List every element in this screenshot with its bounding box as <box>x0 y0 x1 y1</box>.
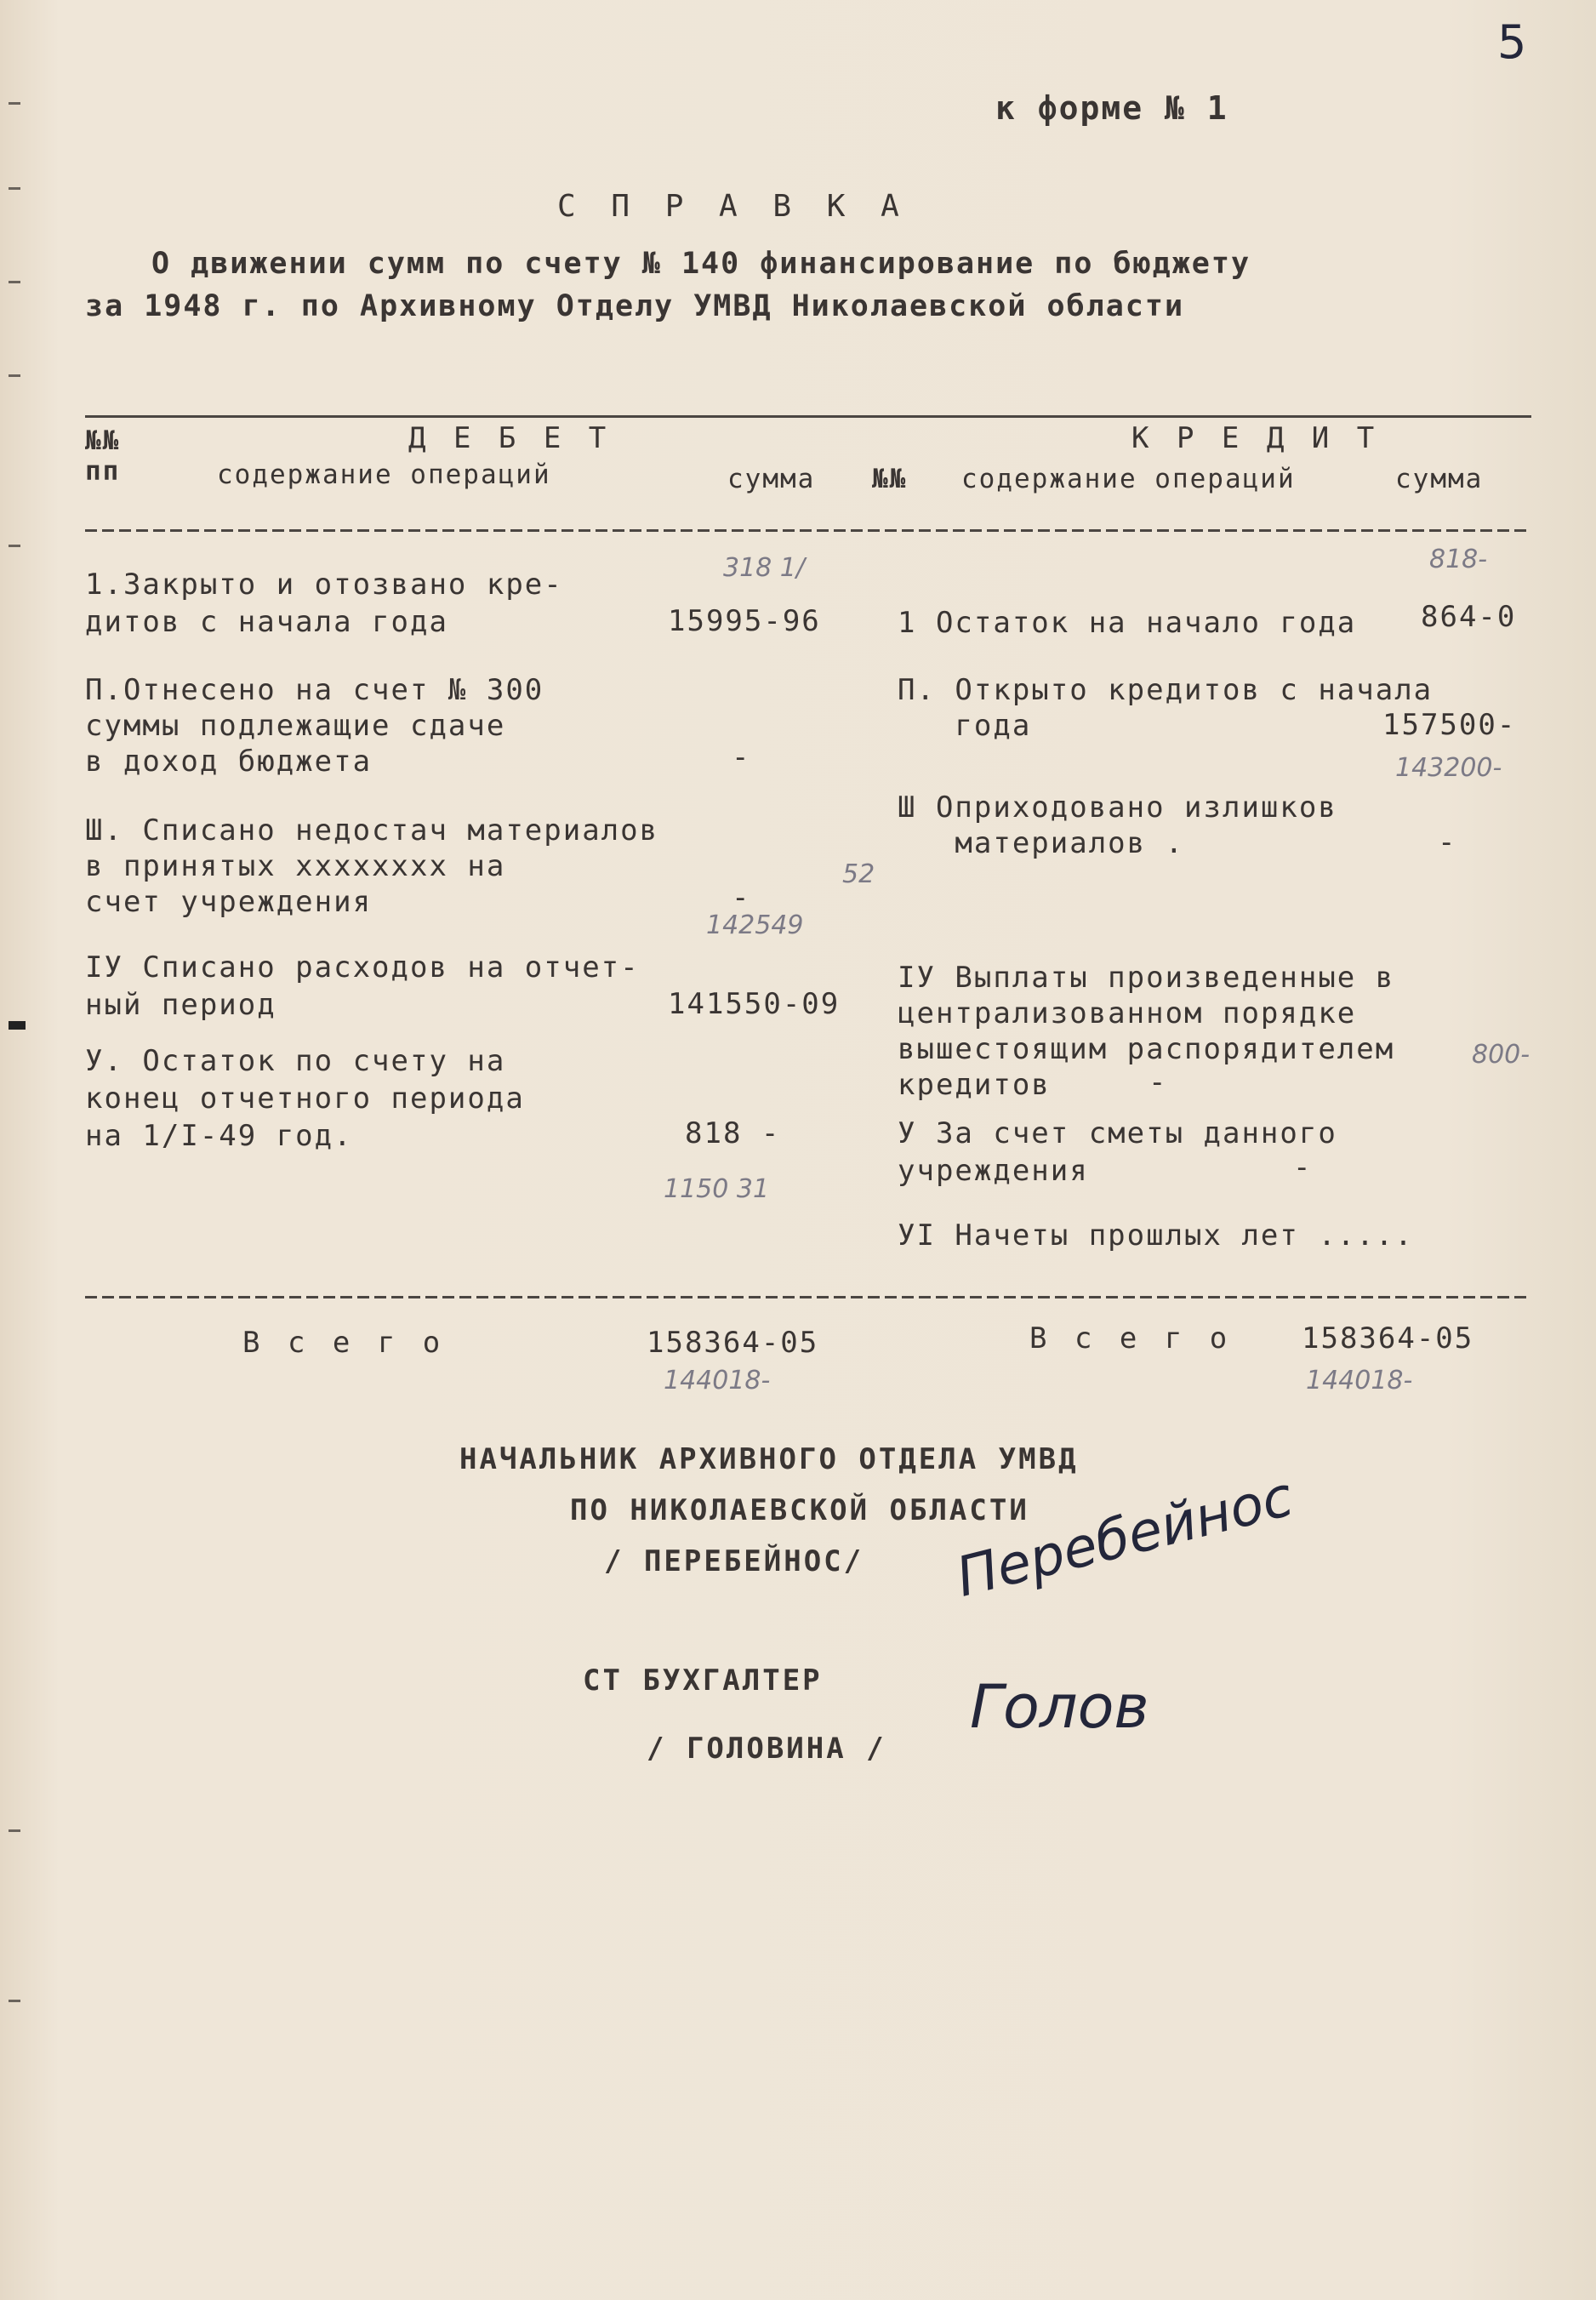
accountant-title: СТ БУХГАЛТЕР <box>583 1664 823 1698</box>
credit-row-2-sum: 157500- <box>1382 708 1517 742</box>
debit-total-value: 158364-05 <box>647 1326 819 1360</box>
credit-row-1-note: 818- <box>1429 545 1488 574</box>
debit-row-3-note: 52 <box>842 859 875 889</box>
credit-total-note: 144018- <box>1306 1366 1413 1395</box>
debit-row-4-sum: 141550-09 <box>668 987 841 1021</box>
subtitle-line-1: О движении сумм по счету № 140 финансирование по бюджету <box>151 247 1251 281</box>
debit-row-4-text: IУ Списано расходов на отчет- ный период <box>85 950 640 1022</box>
chief-title-line-1: НАЧАЛЬНИК АРХИВНОГО ОТДЕЛА УМВД <box>459 1442 1079 1476</box>
debit-row-2-sum: - <box>732 740 751 774</box>
form-reference: к форме № 1 <box>995 89 1228 127</box>
header-debit-content: содержание операций <box>217 459 551 490</box>
accountant-name: / ГОЛОВИНА / <box>647 1732 886 1766</box>
header-credit-nn: №№ <box>872 464 908 494</box>
debit-row-1-note: 318 1/ <box>723 553 805 583</box>
debit-row-5-note: 1150 31 <box>664 1174 770 1204</box>
debit-row-5-sum: 818 - <box>685 1116 781 1150</box>
debit-total-note: 144018- <box>664 1366 771 1395</box>
debit-row-3-text: Ш. Списано недостач материалов в принятых хххххххх на счет учреждения <box>85 813 659 919</box>
chief-signature: Перебейнос <box>950 1465 1300 1610</box>
header-credit-content: содержание операций <box>961 464 1296 494</box>
credit-row-6-text: УI Начеты прошлых лет ..... <box>898 1218 1414 1253</box>
credit-row-1-text: 1 Остаток на начало года <box>898 606 1357 640</box>
header-debit-sum: сумма <box>727 464 816 494</box>
chief-title-line-2: ПО НИКОЛАЕВСКОЙ ОБЛАСТИ <box>570 1493 1029 1527</box>
debit-row-5-text: У. Остаток по счету на конец отчетного периода на 1/I-49 год. <box>85 1044 525 1153</box>
credit-row-2-text: П. Открыто кредитов с начала года <box>898 673 1434 743</box>
totals-rule <box>85 1296 1531 1298</box>
header-debit: Д Е Б Е Т <box>408 421 612 455</box>
subtitle-line-2: за 1948 г. по Архивному Отделу УМВД Николаевской области <box>85 289 1185 323</box>
credit-row-2-note: 143200- <box>1395 753 1502 783</box>
document-title: С П Р А В К А <box>557 189 908 224</box>
credit-row-3-sum: - <box>1438 825 1457 859</box>
binding-edge <box>0 0 29 2300</box>
header-nn: №№ пп <box>85 425 121 487</box>
page-number: 5 <box>1497 15 1527 69</box>
accountant-signature: Голов <box>970 1672 1149 1742</box>
header-credit: К Р Е Д И Т <box>1131 421 1380 455</box>
credit-row-1-sum: 864-0 <box>1421 600 1517 634</box>
credit-total-label: В с е г о <box>1029 1321 1233 1355</box>
debit-row-2-text: П.Отнесено на счет № 300 суммы подлежащие сдаче в доход бюджета <box>85 673 544 779</box>
credit-row-4-sum: - <box>1149 1065 1168 1099</box>
debit-row-3-sum: - <box>732 881 751 915</box>
debit-total-label: В с е г о <box>242 1326 446 1360</box>
debit-row-1-text: 1.Закрыто и отозвано кре- дитов с начала года <box>85 568 563 639</box>
credit-row-3-text: Ш Оприходовано излишков материалов . <box>898 790 1337 860</box>
debit-row-1-sum: 15995-96 <box>668 604 821 638</box>
credit-row-4-text: IУ Выплаты произведенные в централизованном порядке вышестоящим распорядителем кредитов <box>898 961 1395 1102</box>
header-top-rule <box>85 415 1531 418</box>
header-bottom-rule <box>85 529 1531 532</box>
chief-name: / ПЕРЕБЕЙНОС/ <box>604 1544 864 1578</box>
header-credit-sum: сумма <box>1395 464 1484 494</box>
credit-total-value: 158364-05 <box>1302 1321 1474 1355</box>
credit-row-5-text: У За счет сметы данного учреждения <box>898 1116 1337 1188</box>
credit-row-4-note: 800- <box>1472 1040 1530 1070</box>
debit-row-4-note: 142549 <box>706 910 804 940</box>
credit-row-5-sum: - <box>1293 1150 1313 1184</box>
